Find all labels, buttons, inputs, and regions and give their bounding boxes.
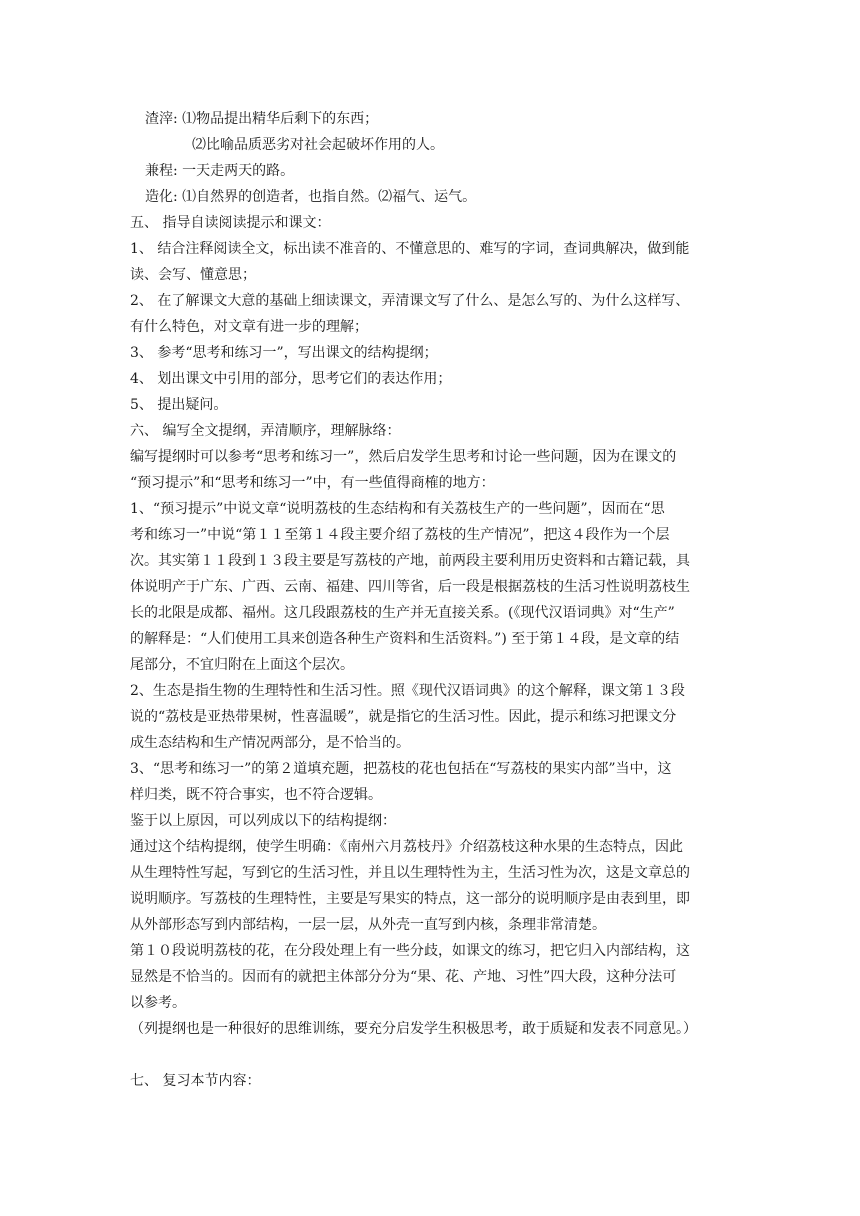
text-line: 2、 在了解课文大意的基础上细读课文，弄清课文写了什么、是怎么写的、为什么这样写、 xyxy=(130,293,690,309)
text-line: 尾部分，不宜归附在上面这个层次。 xyxy=(130,657,354,673)
text-line: 1、“预习提示”中说文章“说明荔枝的生态结构和有关荔枝生产的一些问题”，因而在“思 xyxy=(130,501,665,517)
text-line: 次。其实第１１段到１３段主要是写荔枝的产地，前两段主要利用历史资料和古籍记载，具 xyxy=(130,553,690,569)
text-line: 渣滓: ⑴物品提出精华后剩下的东西； xyxy=(145,111,379,127)
text-line: 4、 划出课文中引用的部分，思考它们的表达作用； xyxy=(130,371,452,387)
text-line: 编写提纲时可以参考“思考和练习一”，然后启发学生思考和讨论一些问题，因为在课文的 xyxy=(130,449,677,465)
text-line: 说的“荔枝是亚热带果树，性喜温暖”，就是指它的生活习性。因此，提示和练习把课文分 xyxy=(130,709,677,725)
text-line: 六、 编写全文提纲，弄清顺序，理解脉络： xyxy=(130,423,401,439)
text-line: 鉴于以上原因，可以列成以下的结构提纲： xyxy=(130,813,396,829)
text-line: 说明顺序。写荔枝的生理特性，主要是写果实的特点，这一部分的说明顺序是由表到里，即 xyxy=(130,891,690,907)
text-line: “预习提示”和“思考和练习一”中，有一些值得商榷的地方： xyxy=(130,475,495,491)
text-line: 考和练习一”中说“第１１至第１４段主要介绍了荔枝的生产情况”，把这４段作为一个层 xyxy=(130,527,670,543)
text-line: 读、会写、懂意思； xyxy=(130,267,256,283)
text-line: 从外部形态写到内部结构，一层一层，从外壳一直写到内核，条理非常清楚。 xyxy=(130,917,606,933)
text-line: 5、 提出疑问。 xyxy=(130,397,228,413)
text-line: 3、“思考和练习一”的第２道填充题，把荔枝的花也包括在“写荔枝的果实内部”当中，这 xyxy=(130,761,672,777)
text-line: 2、生态是指生物的生理特性和生活习性。照《现代汉语词典》的这个解释，课文第１３段 xyxy=(130,683,685,699)
text-line: 第１０段说明荔枝的花，在分段处理上有一些分歧，如课文的练习，把它归入内部结构，这 xyxy=(130,943,690,959)
text-line: （列提纲也是一种很好的思维训练，要充分启发学生积极思考，敢于质疑和发表不同意见。） xyxy=(130,1021,697,1037)
text-line: 以参考。 xyxy=(130,995,186,1011)
text-line: 五、 指导自读阅读提示和课文： xyxy=(130,215,331,231)
text-line: 从生理特性写起，写到它的生活习性，并且以生理特性为主，生活习性为次，这是文章总的 xyxy=(130,865,690,881)
text-line: 有什么特色，对文章有进一步的理解； xyxy=(130,319,368,335)
text-line: 1、 结合注释阅读全文，标出读不准音的、不懂意思的、难写的字词，查词典解决，做到能 xyxy=(130,241,690,257)
text-line: 长的北限是成都、福州。这几段跟荔枝的生产并无直接关系。(《现代汉语词典》对“生产” xyxy=(130,605,675,621)
text-line: 样归类，既不符合事实，也不符合逻辑。 xyxy=(130,787,382,803)
section-heading: 七、 复习本节内容： xyxy=(130,1073,261,1089)
document-body xyxy=(130,106,736,1094)
text-line: 兼程: 一天走两天的路。 xyxy=(145,163,295,179)
text-line: 的解释是：“人们使用工具来创造各种生产资料和生活资料。”) 至于第１４段，是文章的结 xyxy=(130,631,680,647)
text-line: 3、 参考“思考和练习一”，写出课文的结构提纲； xyxy=(130,345,438,361)
blank-line xyxy=(130,1042,736,1068)
text-line: 体说明产于广东、广西、云南、福建、四川等省，后一段是根据荔枝的生活习性说明荔枝生 xyxy=(130,579,690,595)
text-line: 造化: ⑴自然界的创造者，也指自然。⑵福气、运气。 xyxy=(145,189,477,205)
text-line: 通过这个结构提纲，使学生明确：《南州六月荔枝丹》介绍荔枝这种水果的生态特点，因此 xyxy=(130,839,683,855)
text-line: 显然是不恰当的。因而有的就把主体部分分为“果、花、产地、习性”四大段，这种分法可 xyxy=(130,969,677,985)
text-line: 成生态结构和生产情况两部分，是不恰当的。 xyxy=(130,735,410,751)
text-line: ⑵比喻品质恶劣对社会起破坏作用的人。 xyxy=(192,137,444,153)
